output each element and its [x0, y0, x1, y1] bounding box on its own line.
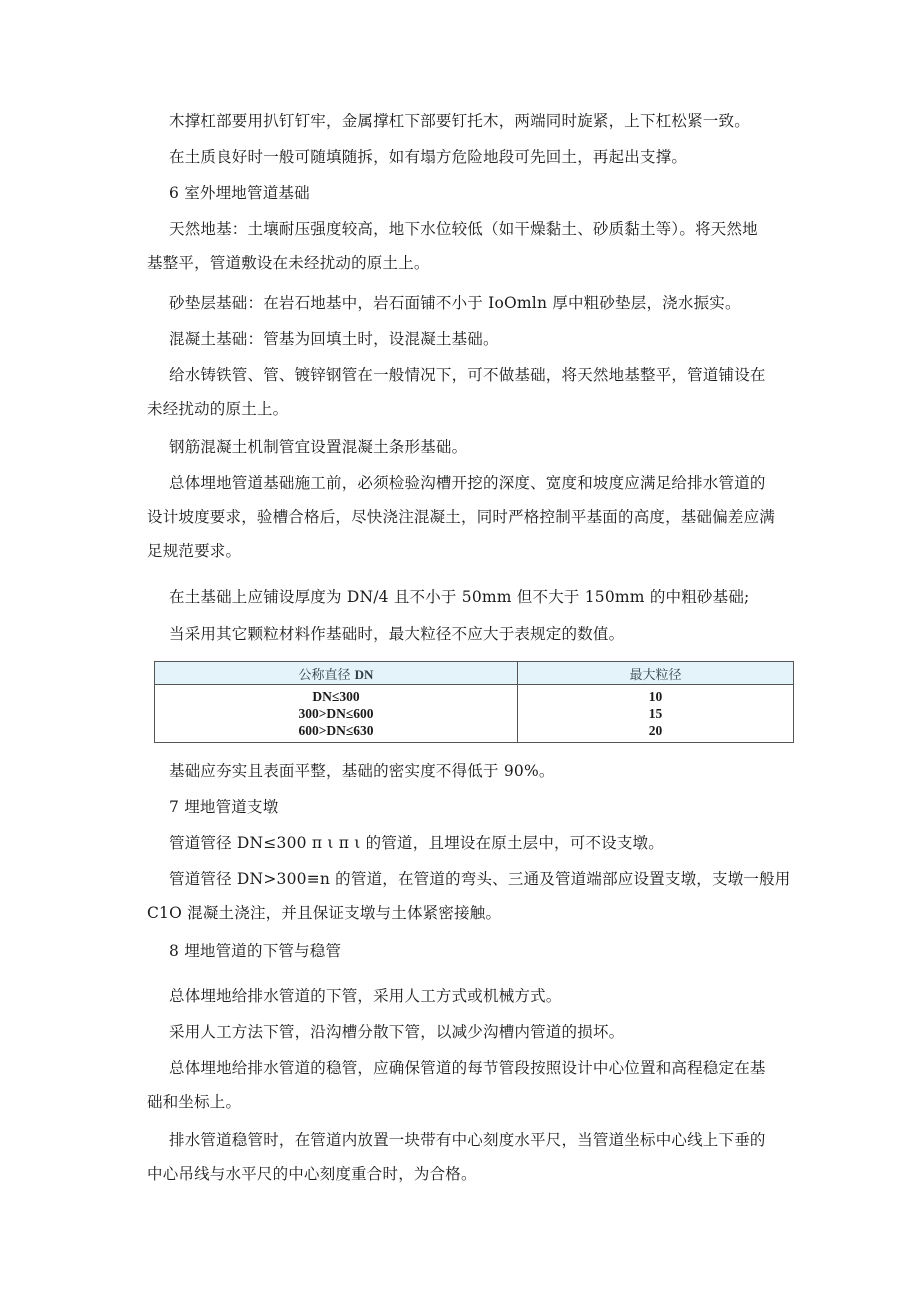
paragraph: 总体埋地管道基础施工前，必须检验沟槽开挖的深度、宽度和坡度应满足给排水管道的 设计坡度要求，验槽合格后，尽快浇注混凝土，同时严格控制平基面的高度，基础偏差应满 足规范要求。 — [147, 474, 776, 560]
paragraph: 天然地基：土壤耐压强度较高，地下水位较低（如干燥黏土、砂质黏土等）。将天然地 基整平，管道敷设在未经扰动的原土上。 — [147, 220, 758, 272]
section-heading-6: 6 室外埋地管道基础 — [169, 184, 310, 202]
table-header-row — [155, 662, 794, 685]
paragraph: 钢筋混凝土机制管宜设置混凝土条形基础。 — [169, 438, 468, 456]
paragraph: 管道管径 DN>300≡n 的管道，在管道的弯头、三通及管道端部应设置支墩，支墩一般用 C1O 混凝土浇注，并且保证支墩与土体紧密接触。 — [147, 870, 791, 922]
paragraph: 基础应夯实且表面平整，基础的密实度不得低于 90%。 — [169, 762, 555, 780]
table-cell: 15 — [518, 705, 794, 722]
paragraph: 管道管径 DN≤300 π ι π ι 的管道，且埋设在原土层中，可不设支墩。 — [169, 834, 664, 852]
paragraph: 总体埋地给排水管道的稳管，应确保管道的每节管段按照设计中心位置和高程稳定在基 础和坐标上。 — [147, 1059, 766, 1111]
paragraph: 木撑杠部要用扒钉钉牢，金属撑杠下部要钉托木，两端同时旋紧，上下杠松紧一致。 — [169, 112, 750, 130]
table-header-max-size: 最大粒径 — [518, 662, 794, 685]
table-cell: 600>DN≤630 — [155, 722, 518, 743]
table-header-diameter: 公称直径 DN — [155, 662, 518, 685]
paragraph: 在土质良好时一般可随填随拆，如有塌方危险地段可先回土，再起出支撑。 — [169, 148, 688, 166]
paragraph: 在土基础上应铺设厚度为 DN/4 且不小于 50mm 但不大于 150mm 的中粗砂基础; — [169, 588, 750, 606]
table-row — [155, 685, 794, 706]
table-cell: 300>DN≤600 — [155, 705, 518, 722]
table-row — [155, 705, 794, 722]
paragraph: 排水管道稳管时，在管道内放置一块带有中心刻度水平尺，当管道坐标中心线上下垂的 中心吊线与水平尺的中心刻度重合时，为合格。 — [147, 1131, 766, 1183]
paragraph: 混凝土基础：管基为回填土时，设混凝土基础。 — [169, 330, 499, 348]
paragraph: 给水铸铁管、管、镀锌钢管在一般情况下，可不做基础，将天然地基整平，管道铺设在 未经扰动的原土上。 — [147, 366, 766, 418]
paragraph: 砂垫层基础：在岩石地基中，岩石面铺不小于 IoOmln 厚中粗砂垫层，浇水振实。 — [169, 294, 741, 312]
paragraph: 当采用其它颗粒材料作基础时，最大粒径不应大于表规定的数值。 — [169, 625, 625, 643]
particle-size-table — [154, 661, 794, 743]
table-cell: 20 — [518, 722, 794, 743]
table-row — [155, 722, 794, 743]
section-heading-7: 7 埋地管道支墩 — [169, 798, 279, 816]
section-heading-8: 8 埋地管道的下管与稳管 — [169, 942, 342, 960]
table-cell: DN≤300 — [155, 685, 518, 706]
table-cell: 10 — [518, 685, 794, 706]
paragraph: 总体埋地给排水管道的下管，采用人工方式或机械方式。 — [169, 987, 562, 1005]
paragraph: 采用人工方法下管，沿沟槽分散下管，以减少沟槽内管道的损坏。 — [169, 1023, 625, 1041]
